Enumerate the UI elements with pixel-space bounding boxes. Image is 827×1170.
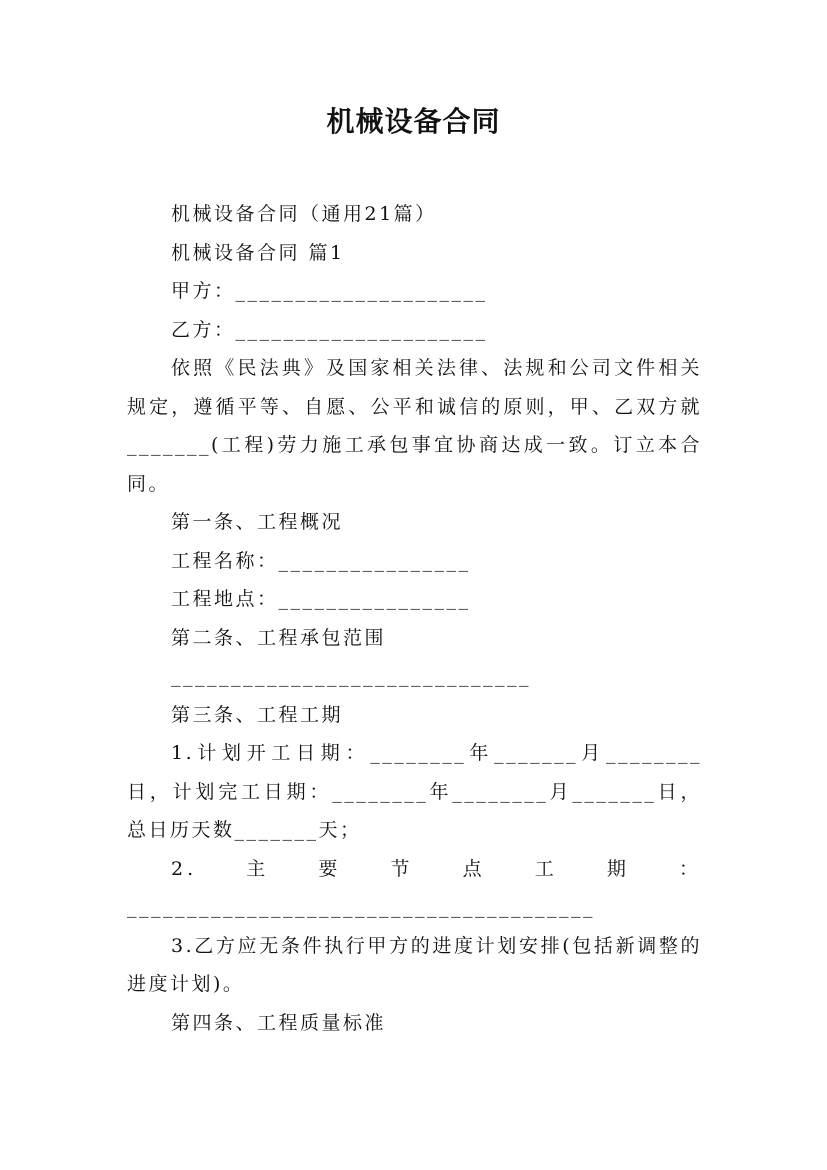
paragraph-scope-blank: ______________________________ — [171, 665, 531, 687]
paragraph-milestones: 2. 主 要 节 点 工 期 ： — [171, 857, 702, 880]
paragraph-article-1: 第一条、工程概况 — [171, 511, 344, 533]
paragraph-project-name: 工程名称：________________ — [171, 549, 471, 572]
paragraph-milestones-blank: _______________________________________ — [127, 896, 595, 918]
paragraph-article-3: 第三条、工程工期 — [171, 703, 344, 726]
document-body — [127, 195, 702, 1042]
paragraph-schedule-dates: 1.计划开工日期：________年_______月________日，计划完工日期：________年________月_______日，总日历天数_______天； — [127, 742, 702, 841]
paragraph-section-heading: 机械设备合同 篇1 — [171, 241, 345, 264]
paragraph-party-b: 乙方：_____________________ — [171, 318, 488, 341]
paragraph-preamble: 依照《民法典》及国家相关法律、法规和公司文件相关规定，遵循平等、自愿、公平和诚信的原则，甲、乙双方就_______(工程)劳力施工承包事宜协商达成一致。订立本合同。 — [127, 357, 702, 495]
paragraph-schedule-compliance: 3.乙方应无条件执行甲方的进度计划安排(包括新调整的进度计划)。 — [127, 934, 702, 995]
paragraph-article-2: 第二条、工程承包范围 — [171, 626, 387, 649]
document-title: 机械设备合同 — [326, 105, 501, 138]
paragraph-project-location: 工程地点：________________ — [171, 588, 471, 610]
paragraph-party-a: 甲方：_____________________ — [171, 280, 488, 302]
paragraph-article-4: 第四条、工程质量标准 — [171, 1011, 387, 1034]
paragraph-subtitle: 机械设备合同（通用21篇） — [171, 203, 437, 225]
